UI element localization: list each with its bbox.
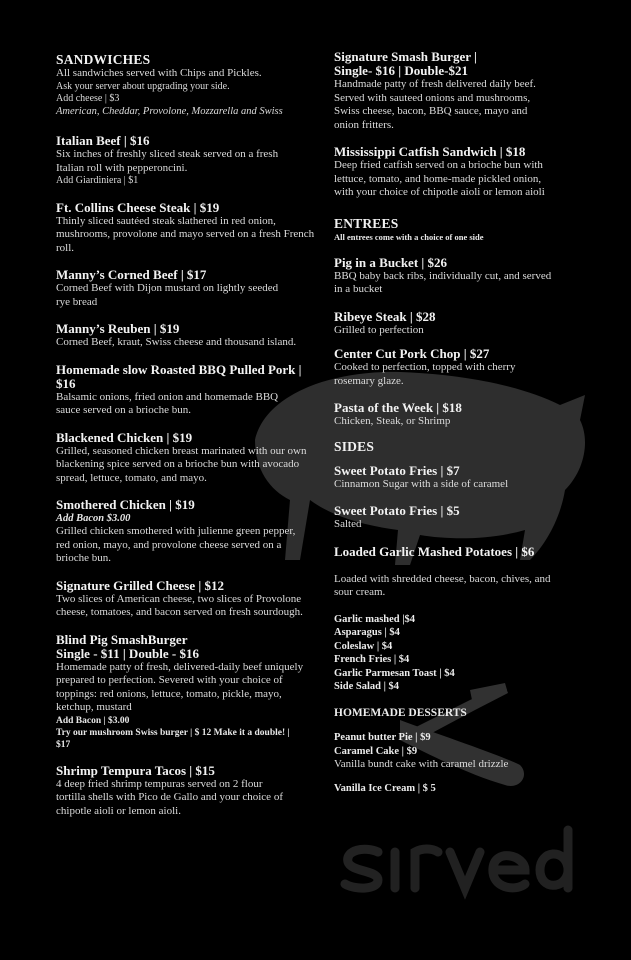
menu-item-smothered-chicken: [56, 498, 328, 566]
spacer: [334, 772, 579, 782]
item-title: Blind Pig SmashBurger: [56, 631, 188, 647]
item-desc: Handmade patty of fresh delivered daily beef. Served with sauteed onions and mushrooms, Swiss cheese, bacon, BBQ sauce, mayo and onion fritters.: [334, 78, 536, 131]
section-sides: [334, 439, 579, 454]
item-title: Pasta of the Week | $18: [334, 400, 462, 415]
item-desc: Salted: [334, 518, 362, 530]
section-title: ENTREES: [334, 215, 399, 231]
menu-item-pork-chop: [334, 347, 579, 388]
menu-item-blind-pig-smashburger: [56, 633, 328, 751]
item-title: Shrimp Tempura Tacos | $15: [56, 762, 215, 778]
item-title: Homemade slow Roasted BBQ Pulled Pork | $16: [56, 361, 302, 391]
menu-item-ribeye: [334, 310, 579, 338]
menu-item-blackened-chicken: [56, 431, 328, 486]
menu-item-sweet-potato-fries-caramel: [334, 464, 579, 492]
menu-item-shrimp-tacos: [56, 764, 328, 819]
menu-item-grilled-cheese: [56, 579, 328, 620]
item-title: Signature Grilled Cheese | $12: [56, 577, 225, 593]
item-addon: Add Bacon | $3.00: [56, 715, 130, 726]
menu-item-pulled-pork: [56, 363, 328, 418]
item-desc: Corned Beef with Dijon mustard on lightly seeded rye bread: [56, 282, 279, 308]
item-title: Manny’s Reuben | $19: [56, 321, 180, 336]
item-title: Italian Beef | $16: [56, 133, 150, 148]
menu-item-signature-smash-burger: [334, 50, 579, 132]
side-item: French Fries | $4: [334, 654, 410, 665]
dessert-desc: Vanilla bundt cake with caramel drizzle: [334, 758, 509, 770]
item-title: Ft. Collins Cheese Steak | $19: [56, 199, 220, 215]
item-title: Sweet Potato Fries | $7: [334, 462, 460, 478]
item-desc: Six inches of freshly sliced steak served on a fresh Italian roll with pepperoncini.: [56, 148, 279, 174]
side-item: Garlic mashed |$4: [334, 613, 416, 625]
add-cheese: Add cheese | $3: [56, 93, 120, 104]
menu-item-catfish-sandwich: [334, 145, 579, 200]
item-desc: 4 deep fried shrimp tempuras served on 2 flour tortilla shells with Pico de Gallo and your choice of chipotle aioli or lemon aioli.: [56, 777, 283, 817]
item-desc: Cinnamon Sugar with a side of caramel: [334, 477, 509, 490]
section-note-small: Ask your server about upgrading your side.: [56, 80, 230, 92]
section-sandwiches: [56, 52, 328, 118]
item-special: Try our mushroom Swiss burger | $ 12 Make it a double! | $17: [56, 727, 290, 750]
item-desc: Grilled to perfection: [334, 323, 424, 336]
watermark-logo: [345, 830, 568, 888]
item-desc: Grilled, seasoned chicken breast marinated with our own blackening spice served on a brioche bun with avocado spread, lettuce, tomato, and mayo.: [56, 444, 307, 484]
side-item: Asparagus | $4: [334, 627, 400, 638]
dessert-item: Caramel Cake | $9: [334, 745, 418, 757]
dessert-item: Peanut butter Pie | $9: [334, 732, 431, 743]
item-addon: Add Bacon $3.00: [56, 513, 131, 524]
item-title: Sweet Potato Fries | $5: [334, 503, 460, 518]
item-desc: Deep fried catfish served on a brioche bun with lettuce, tomato, and home-made pickled onion, with your choice of chipotle aioli or lemon aioli: [334, 159, 545, 198]
side-item: Side Salad | $4: [334, 681, 400, 692]
item-desc: Thinly sliced sautéed steak slathered in red onion, mushrooms, provolone and mayo served on a fresh French roll.: [56, 214, 315, 254]
item-desc: Chicken, Steak, or Shrimp: [334, 415, 451, 427]
item-desc: Cooked to perfection, topped with cherry rosemary glaze.: [334, 361, 516, 387]
item-title: Ribeye Steak | $28: [334, 308, 436, 324]
menu-item-ft-collins: [56, 201, 328, 256]
dessert-item: Vanilla Ice Cream | $ 5: [334, 782, 436, 794]
spacer: [334, 720, 579, 731]
menu-item-loaded-mashed-potatoes: [334, 545, 579, 600]
item-desc: Balsamic onions, fried onion and homemade BBQ sauce served on a brioche bun.: [56, 390, 279, 416]
menu-item-pig-in-a-bucket: [334, 256, 579, 297]
item-desc: Corned Beef, kraut, Swiss cheese and thousand island.: [56, 336, 297, 348]
section-entrees: [334, 216, 579, 243]
item-title: Blackened Chicken | $19: [56, 429, 193, 445]
side-item: Garlic Parmesan Toast | $4: [334, 667, 455, 679]
item-title: Loaded Garlic Mashed Potatoes | $6: [334, 543, 535, 559]
menu-item-pasta-of-the-week: [334, 401, 579, 429]
section-title: HOMEMADE DESSERTS: [334, 706, 467, 719]
item-price: Single- $16 | Double-$21: [334, 63, 468, 78]
menu-item-corned-beef: [56, 268, 328, 309]
menu-item-reuben: [56, 322, 328, 350]
item-title: Manny’s Corned Beef | $17: [56, 267, 207, 282]
item-addon: Add Giardiniera | $1: [56, 175, 139, 186]
item-title: Mississippi Catfish Sandwich | $18: [334, 144, 526, 159]
side-item: Coleslaw | $4: [334, 640, 393, 652]
cheese-options: American, Cheddar, Provolone, Mozzarella and Swiss: [56, 105, 283, 117]
section-note: All entrees come with a choice of one side: [334, 231, 484, 242]
item-price: Single - $11 | Double - $16: [56, 645, 199, 661]
item-title: Pig in a Bucket | $26: [334, 254, 448, 270]
item-desc: Homemade patty of fresh, delivered-daily beef uniquely prepared to perfection. Severed with your choice of toppings: red onions, lettuce, tomato, pickle, mayo, ketchup, mustard: [56, 660, 304, 713]
item-title: Signature Smash Burger |: [334, 49, 477, 64]
item-title: Center Cut Pork Chop | $27: [334, 346, 490, 361]
left-column: [56, 52, 328, 818]
section-note: All sandwiches served with Chips and Pickles.: [56, 67, 262, 79]
menu-item-italian-beef: [56, 134, 328, 188]
section-title: SIDES: [334, 438, 375, 454]
item-desc: BBQ baby back ribs, individually cut, and served in a bucket: [334, 269, 552, 295]
item-desc: Two slices of American cheese, two slices of Provolone cheese, tomatoes, and bacon served on fresh sourdough.: [56, 592, 303, 618]
side-list: [334, 613, 579, 694]
section-title: SANDWICHES: [56, 52, 151, 67]
item-desc: Loaded with shredded cheese, bacon, chives, and sour cream.: [334, 572, 551, 598]
item-desc: Grilled chicken smothered with julienne green pepper, red onion, mayo, and provolone cheese served on a brioche bun.: [56, 525, 296, 564]
menu-item-sweet-potato-fries-salted: [334, 504, 579, 532]
right-column: [334, 50, 579, 795]
section-desserts: [334, 707, 579, 796]
item-title: Smothered Chicken | $19: [56, 497, 195, 512]
